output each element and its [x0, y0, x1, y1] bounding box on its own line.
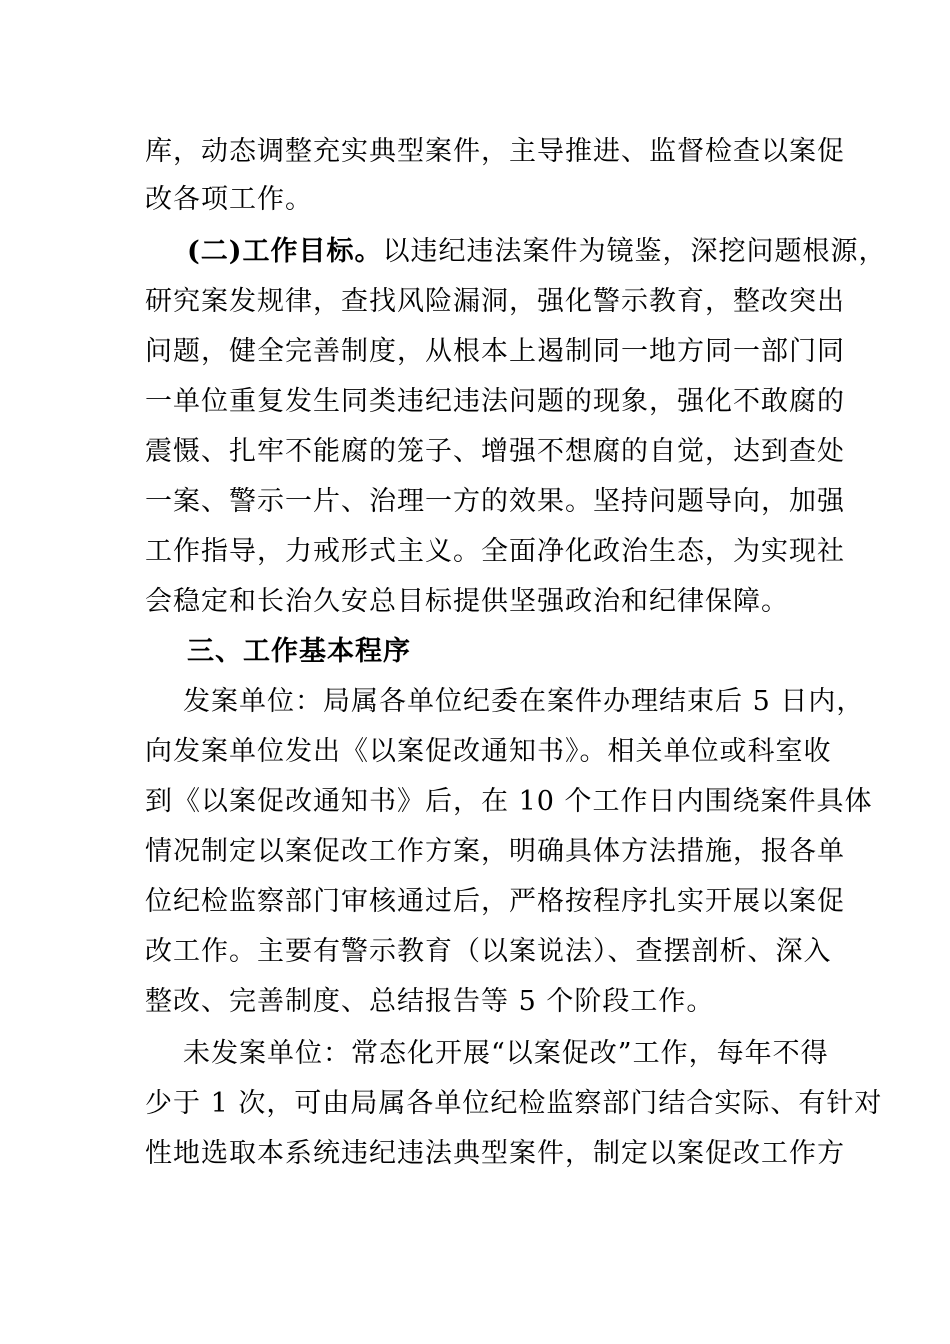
- para2-line-7: 工作指导，力戒形式主义。全面净化政治生态，为实现社: [145, 536, 845, 567]
- para3-line-2: 向发案单位发出《以案促改通知书》。相关单位或科室收: [145, 736, 832, 767]
- section-heading-basic-procedure: 三、工作基本程序: [187, 636, 411, 667]
- para2-line-4: 一单位重复发生同类违纪违法问题的现象，强化不敢腐的: [145, 386, 845, 417]
- para4-line-3: 性地选取本系统违纪违法典型案件，制定以案促改工作方: [145, 1138, 845, 1169]
- para2-line-1: [187, 235, 887, 269]
- para2-line-6: 一案、警示一片、治理一方的效果。坚持问题导向，加强: [145, 486, 845, 517]
- para3-line-5: 位纪检监察部门审核通过后，严格按程序扎实开展以案促: [145, 886, 845, 917]
- para3-line-1: 发案单位：局属各单位纪委在案件办理结束后 5 日内，: [183, 686, 865, 717]
- para1-line-2: 改各项工作。: [145, 184, 313, 215]
- para3-line-6: 改工作。主要有警示教育（以案说法）、查摆剖析、深入: [145, 936, 832, 967]
- para2-line-5: 震慑、扎牢不能腐的笼子、增强不想腐的自觉，达到查处: [145, 436, 845, 467]
- para2-line-3: 问题，健全完善制度，从根本上遏制同一地方同一部门同: [145, 336, 845, 367]
- para2-line-2: 研究案发规律，查找风险漏洞，强化警示教育，整改突出: [145, 286, 845, 317]
- para3-line-7: 整改、完善制度、总结报告等 5 个阶段工作。: [145, 986, 715, 1017]
- para2-line-1-text: 以违纪违法案件为镜鉴，深挖问题根源，: [382, 236, 887, 267]
- section-subheading-work-goals: (二)工作目标。: [187, 236, 383, 267]
- para3-line-4: 情况制定以案促改工作方案，明确具体方法措施，报各单: [145, 836, 845, 867]
- para4-line-2: 少于 1 次，可由局属各单位纪检监察部门结合实际、有针对: [145, 1088, 883, 1119]
- para4-line-1: 未发案单位：常态化开展“以案促改”工作，每年不得: [183, 1038, 829, 1069]
- para3-line-3: 到《以案促改通知书》后，在 10 个工作日内围绕案件具体: [145, 786, 873, 817]
- para1-line-1: 库，动态调整充实典型案件，主导推进、监督检查以案促: [145, 136, 845, 167]
- para2-line-8: 会稳定和长治久安总目标提供坚强政治和纪律保障。: [145, 586, 789, 617]
